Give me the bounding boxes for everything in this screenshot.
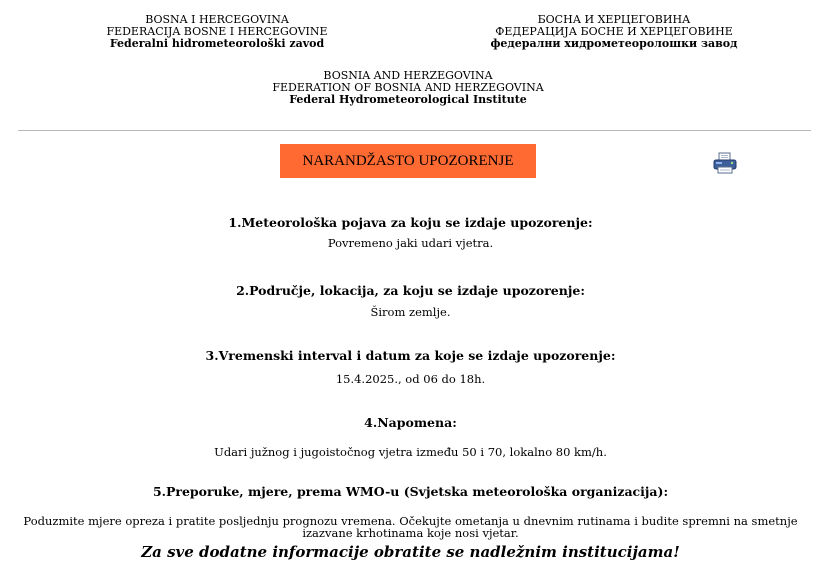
section-5-text: Poduzmite mjere opreza i pratite posljednju prognozu vremena. Očekujte ometanja u dnevnim rutinama i budite spremni na smetnje izazvane krhotinama koje nosi vjetar. bbox=[23, 514, 798, 540]
header-left-line2: FEDERACIJA BOSNE I HERCEGOVINE bbox=[106, 25, 328, 38]
footer-note: Za sve dodatne informacije obratite se nadležnim institucijama! bbox=[141, 543, 680, 561]
header-left-line1: BOSNA I HERCEGOVINA bbox=[145, 13, 289, 26]
header-center-line3: Federal Hydrometeorological Institute bbox=[289, 93, 527, 106]
header-left-line3: Federalni hidrometeorološki zavod bbox=[109, 37, 325, 50]
section-2-text: Širom zemlje. bbox=[370, 305, 451, 319]
header-center-line2: FEDERATION OF BOSNIA AND HERZEGOVINA bbox=[272, 81, 544, 94]
section-5-title: 5.Preporuke, mjere, prema WMO-u (Svjetska meteorološka organizacija): bbox=[152, 484, 669, 499]
printer-icon[interactable] bbox=[712, 152, 738, 174]
header-right-line3: федерални хидрометеоролошки завод bbox=[490, 37, 738, 50]
section-2-title: 2.Područje, lokacija, za koju se izdaje upozorenje: bbox=[236, 283, 585, 298]
section-1-text: Povremeno jaki udari vjetra. bbox=[327, 236, 494, 250]
section-1-title: 1.Meteorološka pojava za koju se izdaje upozorenje: bbox=[228, 215, 593, 230]
header-center-line1: BOSNIA AND HERZEGOVINA bbox=[323, 69, 493, 82]
section-3-title: 3.Vremenski interval i datum za koje se izdaje upozorenje: bbox=[205, 348, 616, 363]
section-3-text: 15.4.2025., od 06 do 18h. bbox=[335, 372, 486, 386]
header-divider bbox=[18, 130, 811, 131]
header-right-line2: ФЕДЕРАЦИЈА БОСНЕ И ХЕРЦЕГОВИНЕ bbox=[495, 25, 733, 38]
section-4-text: Udari južnog i jugoistočnog vjetra između 50 i 70, lokalno 80 km/h. bbox=[214, 445, 607, 459]
header-right bbox=[474, 14, 754, 50]
section-4-title: 4.Napomena: bbox=[364, 415, 457, 430]
header-center bbox=[258, 70, 558, 106]
header-right-line1: БОСНА И ХЕРЦЕГОВИНА bbox=[537, 13, 691, 26]
header-left bbox=[104, 14, 330, 50]
warning-banner: NARANDŽASTO UPOZORENJE bbox=[280, 144, 536, 178]
